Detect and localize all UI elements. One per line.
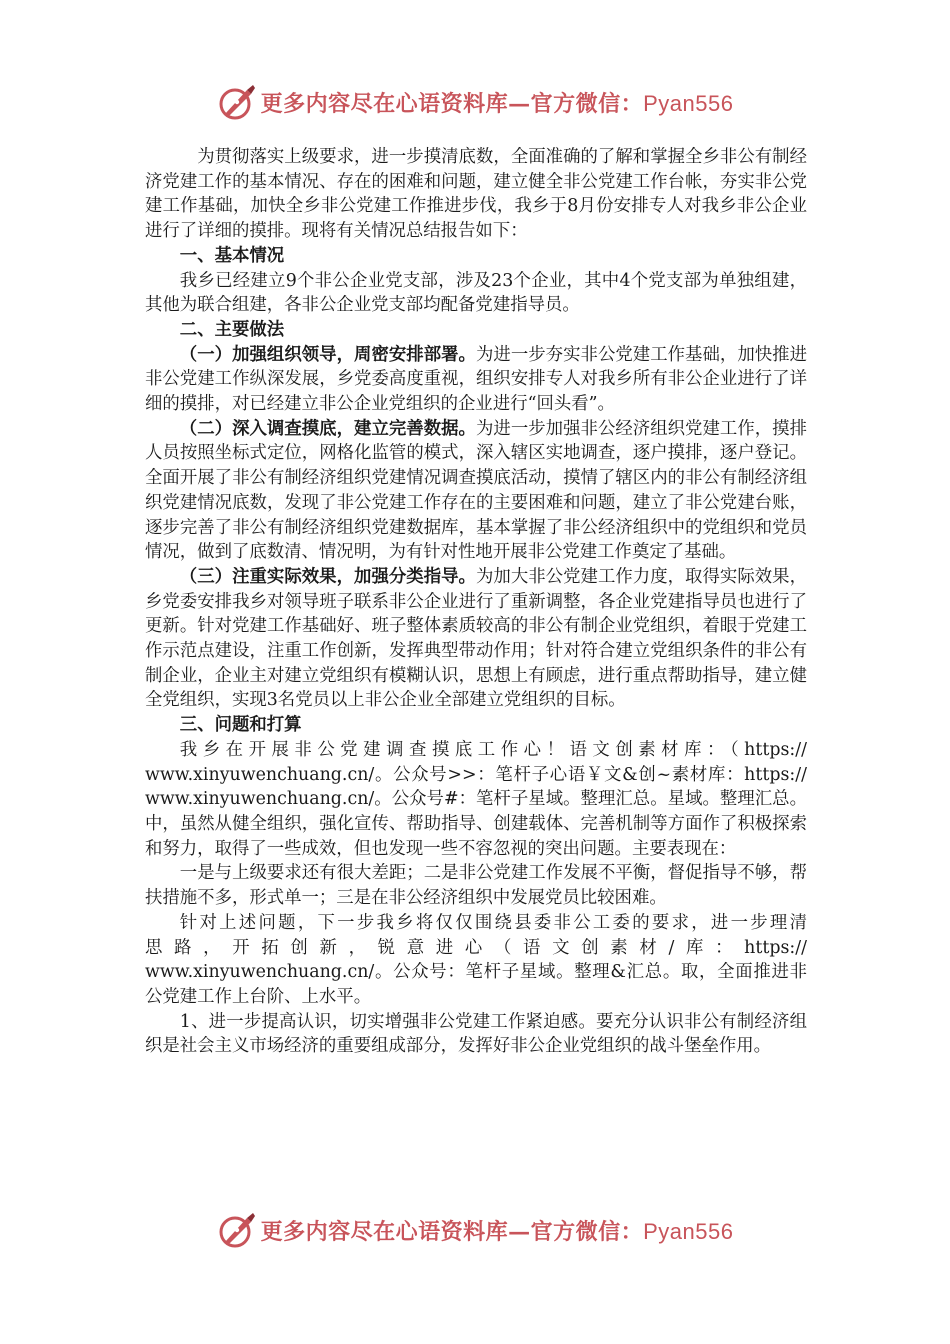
paragraph-problem-list: 一是与上级要求还有很大差距；二是非公党建工作发展不平衡，督促指导不够，帮扶措施不多，形式单一；三是在非公经济组织中发展党员比较困难。 [145, 863, 807, 909]
paragraph-basic-situation: 我乡已经建立9个非公企业党支部，涉及23个企业，其中4个党支部为单独组建，其他为联合组建，各非公企业党支部均配备党建指导员。 [145, 270, 807, 316]
banner-text: 更多内容尽在心语资料库—官方微信：Pyan556 [260, 1218, 734, 1245]
paragraph-practice-2: （二）深入调查摸底，建立完善数据。为进一步加强非公经济组织党建工作，摸排人员按照坐标式定位，网格化监管的模式，深入辖区实地调查，逐户摸排，逐户登记。全面开展了非公有制经济组织党建情况调查摸底活动，摸情了辖区内的非公有制经济组织党建情况底数，发现了非公党建工作存在的主要困难和问题，建立了非公党建台账，逐步完善了非公有制经济组织党建数据库，基本掌握了非公经济组织中的党组织和党员情况，做到了底数清、情况明，为有针对性地开展非公党建工作奠定了基础。 [145, 418, 807, 563]
paragraph-practice-3: （三）注重实际效果，加强分类指导。为加大非公党建工作力度，取得实际效果，乡党委安排我乡对领导班子联系非公企业进行了重新调整，各企业党建指导员也进行了更新。针对党建工作基础好、班子整体素质较高的非公有制企业党组织，着眼于党建工作示范点建设，注重工作创新，发挥典型带动作用；针对符合建立党组织条件的非公有制企业，企业主对建立党组织有模糊认识，思想上有顾虑，进行重点帮助指导，建立健全党组织，实现3名党员以上非公企业全部建立党组织的目标。 [145, 566, 807, 711]
paragraph-practice-1: （一）加强组织领导，周密安排部署。为进一步夯实非公党建工作基础，加快推进非公党建工作纵深发展，乡党委高度重视，组织安排专人对我乡所有非公企业进行了详细的摸排，对已经建立非公企业党组织的企业进行“回头看”。 [145, 344, 807, 415]
paragraph-intro: 为贯彻落实上级要求，进一步摸清底数，全面准确的了解和掌握全乡非公有制经济党建工作的基本情况、存在的困难和问题，建立健全非公党建工作台帐，夯实非公党建工作基础，加快全乡非公党建工作推进步伐，我乡于8月份安排专人对我乡非公企业进行了详细的摸排。现将有关情况总结报告如下： [145, 147, 807, 242]
footer-watermark-banner [0, 1210, 950, 1250]
paragraph-problems-rest: 中，虽然从健全组织，强化宣传、帮助指导、创建载体、完善机制等方面作了积极探索和努力，取得了一些成效，但也发现一些不容忽视的突出问题。主要表现在： [145, 813, 807, 859]
pen-logo-icon [217, 1210, 257, 1250]
paragraph-plan-rest: www.xinyuwenchuang.cn/。公众号：笔杆子星域。整理&汇总。取，全面推进非公党建工作上台阶、上水平。 [145, 962, 807, 1007]
banner-text: 更多内容尽在心语资料库—官方微信：Pyan556 [260, 90, 734, 117]
document-body [145, 145, 807, 1059]
header-watermark-banner [0, 82, 950, 122]
subheading-1: （一）加强组织领导，周密安排部署。 [179, 344, 476, 365]
subheading-2: （二）深入调查摸底，建立完善数据。 [179, 418, 476, 439]
pen-logo-icon [217, 82, 257, 122]
paragraph-plan-line2: 思路，开拓创新，锐意进心（语文创素材/库：https:// [145, 937, 807, 958]
heading-basic-situation: 一、基本情况 [179, 245, 285, 266]
subheading-3: （三）注重实际效果，加强分类指导。 [179, 566, 476, 587]
paragraph-problems-line3: www.xinyuwenchuang.cn/。公众号#：笔杆子星域。整理汇总。星域。整理汇总。 [145, 789, 807, 810]
paragraph-plan-line1: 针对上述问题，下一步我乡将仅仅围绕县委非公工委的要求，进一步理清 [179, 912, 807, 933]
heading-main-practices: 二、主要做法 [179, 319, 285, 340]
paragraph-problems-line2: www.xinyuwenchuang.cn/。公众号>>：笔杆子心语￥文&创~素材库：https:// [145, 764, 807, 785]
paragraph-problems-line1: 我乡在开展非公党建调查摸底工作心！语文创素材库：（https:// [179, 739, 807, 760]
heading-problems-plans: 三、问题和打算 [179, 715, 302, 736]
paragraph-plan-item-1: 1、进一步提高认识，切实增强非公党建工作紧迫感。要充分认识非公有制经济组织是社会主义市场经济的重要组成部分，发挥好非公企业党组织的战斗堡垒作用。 [145, 1011, 807, 1057]
